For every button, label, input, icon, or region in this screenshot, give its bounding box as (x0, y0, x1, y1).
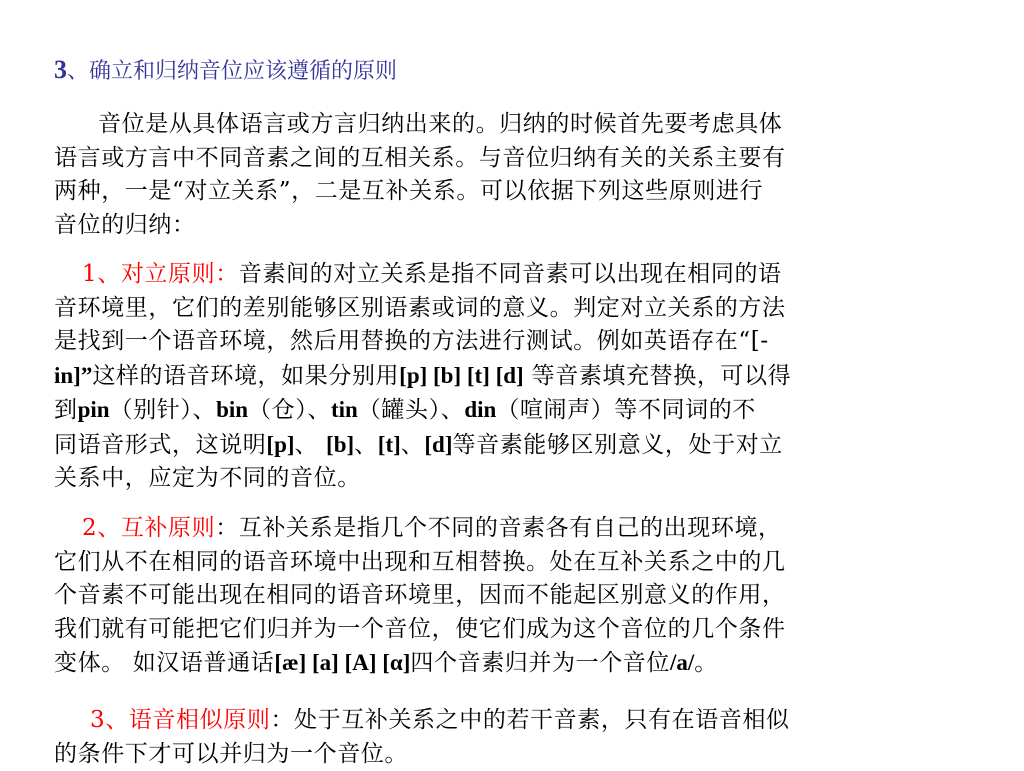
example-text: [æ] [a] [A] [α] (274, 650, 410, 675)
principle-1-text: （喧闹声）等不同词的不 (496, 397, 756, 423)
principle-1-text: 、 (295, 432, 327, 458)
principle-2-line (54, 646, 954, 681)
example-word: bin (216, 397, 248, 422)
principle-1-text: （别针）、 (110, 397, 217, 423)
principle-1-text: 等音素能够区别意义，处于对立 (453, 432, 783, 458)
principle-2-text: 。 (694, 650, 718, 676)
principle-1-text: （罐头）、 (358, 397, 465, 423)
intro-line: 音位是从具体语言或方言归纳出来的。归纳的时候首先要考虑具体 (54, 108, 954, 142)
principle-2-line: 我们就有可能把它们归并为一个音位，使它们成为这个音位的几个条件 (54, 613, 954, 647)
example-text: [p] (266, 432, 294, 457)
principle-1-text: 这样的语音环境，如果分别用 (92, 363, 399, 389)
principle-1-line (54, 428, 954, 463)
example-word: din (464, 397, 496, 422)
example-word: tin (331, 397, 358, 422)
principle-1-text: （仓）、 (248, 397, 331, 423)
example-text: in]” (54, 363, 92, 388)
principle-1-line: 音环境里，它们的差别能够区别语素或词的意义。判定对立关系的方法 (54, 292, 954, 326)
principle-2-text: 四个音素归并为一个音位 (410, 650, 670, 676)
principle-3-line: 的条件下才可以并归为一个音位。 (54, 738, 954, 771)
principle-2-colon: ： (215, 515, 239, 541)
intro-paragraph (54, 108, 954, 242)
heading-separator: 、 (67, 59, 89, 84)
example-word: pin (78, 397, 110, 422)
example-text: [t] (378, 432, 401, 457)
principle-2-paragraph (54, 512, 954, 681)
principle-1-text: 、 (401, 432, 425, 458)
heading-number: 3 (54, 55, 67, 84)
principle-2-title: 2、互补原则 (82, 515, 215, 541)
principle-1-line: 关系中，应定为不同的音位。 (54, 462, 954, 496)
principle-3-title: 3、语音相似原则 (90, 707, 270, 733)
example-text: [p] [b] [t] [d] (399, 363, 524, 388)
intro-line: 语言或方言中不同音素之间的互相关系。与音位归纳有关的关系主要有 (54, 142, 954, 176)
principle-1-line: 是找到一个语音环境，然后用替换的方法进行测试。例如英语存在“[- (54, 325, 954, 359)
principle-2-line (54, 512, 954, 546)
section-heading (54, 52, 397, 90)
principle-3-colon: ： (270, 707, 294, 733)
principle-3-paragraph (54, 704, 954, 771)
principle-2-text: 变体。 如汉语普通话 (54, 650, 274, 676)
principle-1-line (54, 258, 954, 292)
principle-1-text: 同语音形式，这说明 (54, 432, 266, 458)
principle-1-text: 等音素填充替换，可以得 (524, 363, 792, 389)
principle-2-line: 它们从不在相同的语音环境中出现和互相替换。处在互补关系之中的几 (54, 546, 954, 580)
principle-1-line (54, 359, 954, 394)
principle-1-text: 到 (54, 397, 78, 423)
example-text: [b] (326, 432, 354, 457)
principle-1-line (54, 393, 954, 428)
principle-1-text: 、 (354, 432, 378, 458)
heading-text: 确立和归纳音位应该遵循的原则 (89, 59, 397, 84)
intro-line: 两种，一是“对立关系”，二是互补关系。可以依据下列这些原则进行 (54, 175, 954, 209)
principle-2-text: 互补关系是指几个不同的音素各有自己的出现环境， (239, 515, 782, 541)
principle-3-text: 处于互补关系之中的若干音素，只有在语音相似 (294, 707, 790, 733)
principle-3-line (54, 704, 954, 738)
example-text: /a/ (670, 650, 694, 675)
principle-2-line: 个音素不可能出现在相同的语音环境里，因而不能起区别意义的作用， (54, 579, 954, 613)
principle-1-text: 音素间的对立关系是指不同音素可以出现在相同的语 (239, 261, 782, 287)
example-text: [d] (424, 432, 452, 457)
principle-1-title: 1、对立原则： (82, 261, 239, 287)
intro-line: 音位的归纳： (54, 209, 954, 243)
principle-1-paragraph (54, 258, 954, 496)
